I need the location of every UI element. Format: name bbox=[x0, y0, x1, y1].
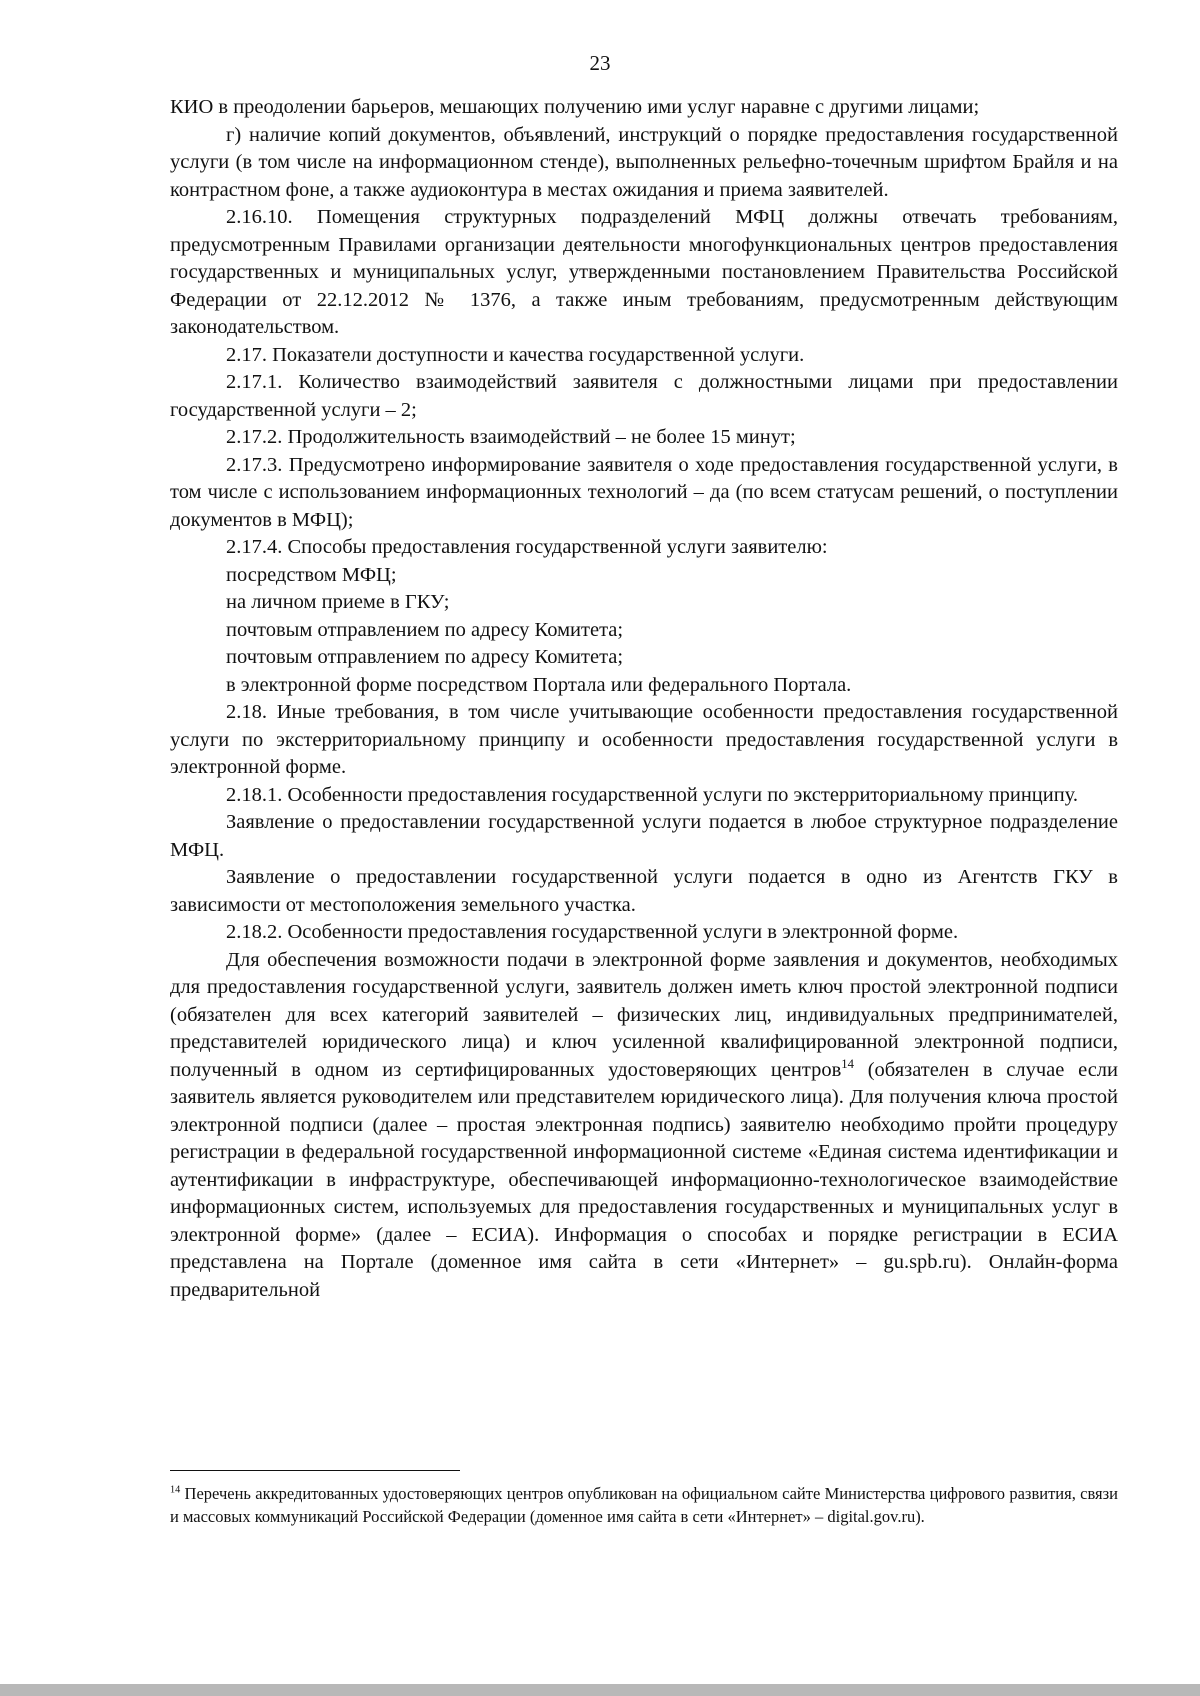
footnote-text: Перечень аккредитованных удостоверяющих центров опубликован на официальном сайте Министерства цифрового развития, связи и массовых коммуникаций Российской Федерации (доменное имя сайта в сети «Интернет» – digital.gov.ru). bbox=[170, 1484, 1118, 1526]
paragraph-2-17-4: 2.17.4. Способы предоставления государственной услуги заявителю: bbox=[226, 536, 828, 558]
paragraph-application-mfc: Заявление о предоставлении государственной услуги подается в любое структурное подразделение МФЦ. bbox=[170, 811, 1118, 861]
paragraph-text: (обязателен в случае если заявитель является руководителем или представителем юридического лица). Для получения ключа простой электронной подписи (далее – простая электронная подпись) заявителю необходимо пройти процедуру регистрации в федеральной государственной информационной системе «Единая система идентификации и аутентификации в инфраструктуре, обеспечивающей информационно-технологическое взаимодействие информационных систем, используемых для предоставления государственных и муниципальных услуг в электронной форме» (далее – ЕСИА). Информация о способах и порядке регистрации в ЕСИА представлена на Портале (доменное имя сайта в сети «Интернет» – gu.spb.ru). Онлайн-форма предварительной bbox=[170, 1058, 1119, 1301]
footnote-separator bbox=[170, 1470, 460, 1471]
scan-edge bbox=[0, 1684, 1200, 1696]
footnote-reference: 14 bbox=[841, 1056, 854, 1071]
footnote bbox=[170, 1482, 1118, 1528]
paragraph-2-18: 2.18. Иные требования, в том числе учитывающие особенности предоставления государственной услуги по экстерриториальному принципу и особенности предоставления государственной услуги в электронной форме. bbox=[170, 701, 1118, 778]
page-number: 23 bbox=[589, 51, 611, 75]
paragraph-2-17-1: 2.17.1. Количество взаимодействий заявителя с должностными лицами при предоставлении государственной услуги – 2; bbox=[170, 371, 1118, 421]
paragraph-2-17: 2.17. Показатели доступности и качества государственной услуги. bbox=[226, 343, 805, 366]
paragraph-2-17-3: 2.17.3. Предусмотрено информирование заявителя о ходе предоставления государственной услуги, в том числе с использованием информационных технологий – да (по всем статусам решений, о поступлении документов в МФЦ); bbox=[170, 453, 1118, 531]
paragraph-2-18-1: 2.18.1. Особенности предоставления государственной услуги по экстерриториальному принципу. bbox=[226, 783, 1079, 806]
list-item-gku: на личном приеме в ГКУ; bbox=[226, 591, 450, 613]
paragraph-2-17-2: 2.17.2. Продолжительность взаимодействий – не более 15 минут; bbox=[226, 426, 796, 448]
paragraph-item-g: г) наличие копий документов, объявлений, инструкций о порядке предоставления государственной услуги (в том числе на информационном стенде), выполненных рельефно-точечным шрифтом Брайля и на контрастном фоне, а также аудиоконтура в местах ожидания и приема заявителей. bbox=[170, 123, 1118, 201]
paragraph-application-gku: Заявление о предоставлении государственной услуги подается в одно из Агентств ГКУ в зависимости от местоположения земельного участка. bbox=[170, 866, 1118, 916]
paragraph-2-18-2: 2.18.2. Особенности предоставления государственной услуги в электронной форме. bbox=[226, 921, 959, 943]
body-text bbox=[170, 94, 1118, 1304]
list-item-post-2: почтовым отправлением по адресу Комитета; bbox=[226, 646, 624, 668]
list-item-electronic: в электронной форме посредством Портала или федерального Портала. bbox=[226, 673, 852, 696]
list-item-mfc: посредством МФЦ; bbox=[226, 563, 397, 586]
paragraph-continuation: КИО в преодолении барьеров, мешающих получению ими услуг наравне с другими лицами; bbox=[170, 96, 980, 118]
footnote-marker: 14 bbox=[170, 1484, 181, 1496]
paragraph-2-16-10: 2.16.10. Помещения структурных подразделений МФЦ должны отвечать требованиям, предусмотренным Правилами организации деятельности многофункциональных центров предоставления государственных и муниципальных услуг, утвержденными постановлением Правительства Российской Федерации от 22.12.2012 № 1376, а также иным требованиям, предусмотренным действующим законодательством. bbox=[170, 206, 1118, 338]
list-item-post-1: почтовым отправлением по адресу Комитета; bbox=[226, 618, 624, 641]
paragraph-electronic-signature bbox=[170, 947, 1118, 1305]
paragraph-text: Для обеспечения возможности подачи в электронной форме заявления и документов, необходимых для предоставления государственной услуги, заявитель должен иметь ключ простой электронной подписи (обязателен для всех категорий заявителей – физических лиц, индивидуальных предпринимателей, представителей юридического лица) и ключ усиленной квалифицированной электронной подписи, полученный в одном из сертифицированных удостоверяющих центров bbox=[170, 948, 1118, 1081]
